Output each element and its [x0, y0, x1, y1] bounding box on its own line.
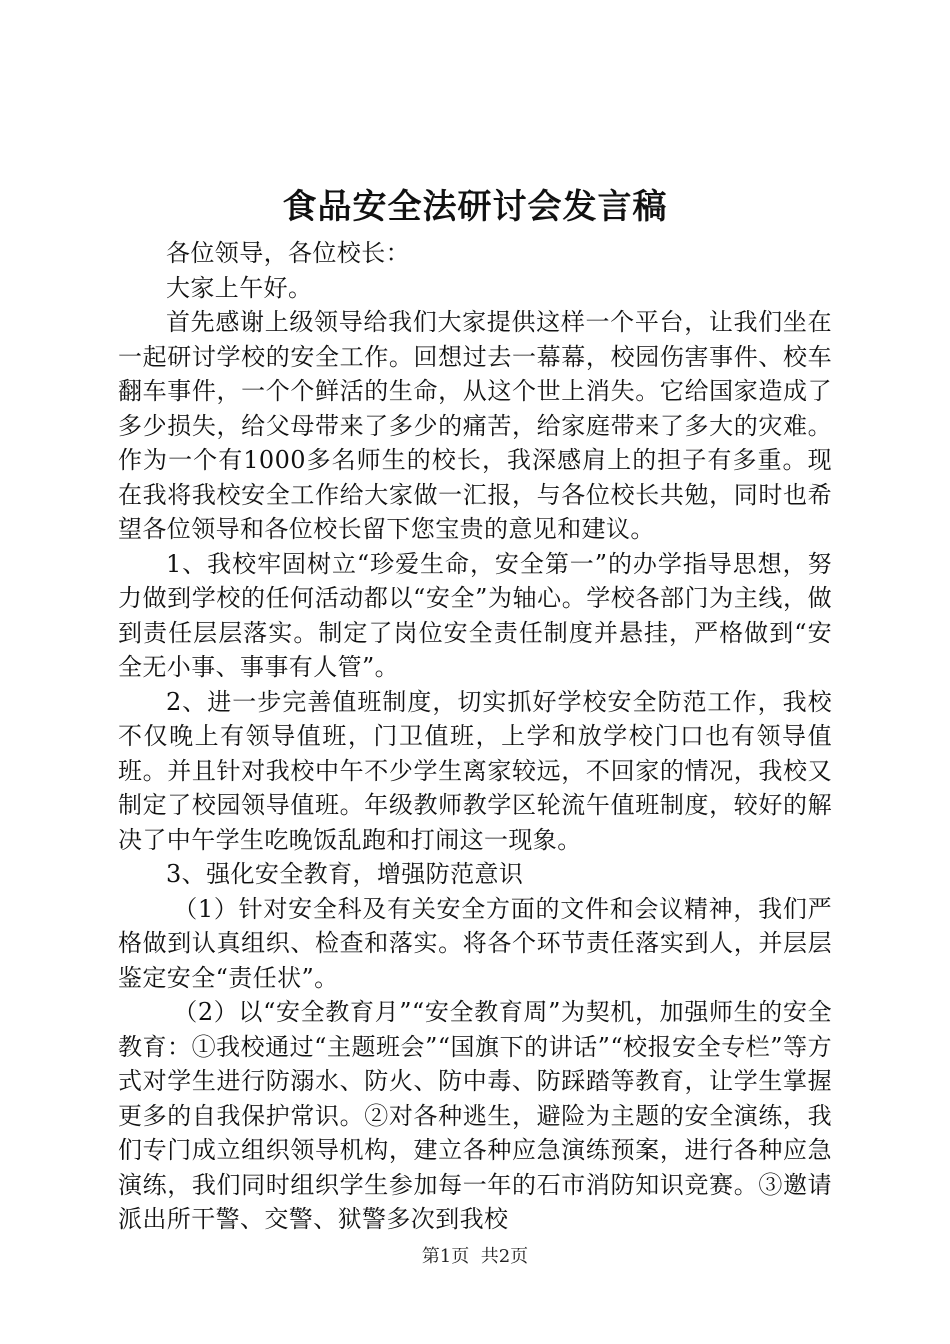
paragraph-subpoint-1: （1）针对安全科及有关安全方面的文件和会议精神，我们严格做到认真组织、检查和落实。将各个环节责任落实到人，并层层鉴定安全“责任状”。: [118, 894, 832, 992]
paragraph-point-1: 1、我校牢固树立“珍爱生命，安全第一”的办学指导思想，努力做到学校的任何活动都以“安全”为轴心。学校各部门为主线，做到责任层层落实。制定了岗位安全责任制度并悬挂，严格做到“安全无小事、事事有人管”。: [118, 549, 832, 681]
document-title: 食品安全法研讨会发言稿: [282, 187, 668, 227]
paragraph-intro: 首先感谢上级领导给我们大家提供这样一个平台，让我们坐在一起研讨学校的安全工作。回想过去一幕幕，校园伤害事件、校车翻车事件，一个个鲜活的生命，从这个世上消失。它给国家造成了多少损失，给父母带来了多少的痛苦，给家庭带来了多大的灾难。作为一个有1000多名师生的校长，我深感肩上的担子有多重。现在我将我校安全工作给大家做一汇报，与各位校长共勉，同时也希望各位领导和各位校长留下您宝贵的意见和建议。: [118, 308, 832, 543]
paragraph-point-3-heading: 3、强化安全教育，增强防范意识: [166, 860, 524, 888]
page-total: 共2页: [480, 1246, 529, 1267]
salutation: 各位领导，各位校长：: [166, 239, 410, 267]
paragraph-subpoint-2: （2）以“安全教育月”“安全教育周”为契机，加强师生的安全教育：①我校通过“主题班会”“国旗下的讲话”“校报安全专栏”等方式对学生进行防溺水、防火、防中毒、防踩踏等教育，让学生掌握更多的自我保护常识。②对各种逃生，避险为主题的安全演练，我们专门成立组织领导机构，建立各种应急演练预案，进行各种应急演练，我们同时组织学生参加每一年的石市消防知识竞赛。③邀请派出所干警、交警、狱警多次到我校: [118, 998, 832, 1233]
page-number: 第1页: [421, 1246, 470, 1267]
document-body: [118, 236, 832, 1237]
paragraph-point-2: 2、进一步完善值班制度，切实抓好学校安全防范工作，我校不仅晚上有领导值班，门卫值班，上学和放学校门口也有领导值班。并且针对我校中午不少学生离家较远，不回家的情况，我校又制定了校园领导值班。年级教师教学区轮流午值班制度，较好的解决了中午学生吃晚饭乱跑和打闹这一现象。: [118, 687, 832, 854]
greeting: 大家上午好。: [166, 273, 313, 302]
page-footer: [0, 1245, 950, 1269]
